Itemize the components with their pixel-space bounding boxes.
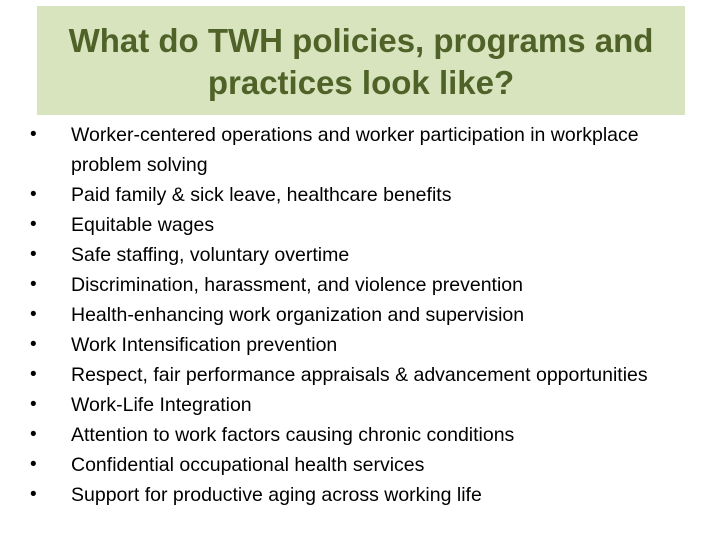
bullet-text: Attention to work factors causing chronic conditions <box>71 424 515 446</box>
bullet-text: Work-Life Integration <box>71 394 252 416</box>
bullet-item <box>30 240 705 270</box>
bullet-dot-icon: • <box>30 484 37 505</box>
bullet-text: Safe staffing, voluntary overtime <box>71 244 350 266</box>
bullet-text: Support for productive aging across working life <box>71 484 482 506</box>
bullet-dot-icon: • <box>30 394 37 415</box>
bullet-dot-icon: • <box>30 454 37 475</box>
bullet-text: Discrimination, harassment, and violence prevention <box>71 274 523 296</box>
bullet-text: Respect, fair performance appraisals & advancement opportunities <box>71 364 648 386</box>
bullet-dot-icon: • <box>30 184 37 205</box>
bullet-item <box>30 120 705 180</box>
bullet-dot-icon: • <box>30 124 37 145</box>
bullet-dot-icon: • <box>30 274 37 295</box>
bullet-dot-icon: • <box>30 424 37 445</box>
bullet-dot-icon: • <box>30 364 37 385</box>
bullet-dot-icon: • <box>30 334 37 355</box>
bullet-item <box>30 180 705 210</box>
bullet-text: Work Intensification prevention <box>71 334 338 356</box>
bullet-dot-icon: • <box>30 244 37 265</box>
bullet-text: Worker-centered operations and worker participation in workplace problem solving <box>71 124 639 176</box>
bullet-item <box>30 480 705 510</box>
bullet-text: Paid family & sick leave, healthcare benefits <box>71 184 452 206</box>
bullet-item <box>30 360 705 390</box>
bullet-item <box>30 300 705 330</box>
title-banner <box>37 6 685 115</box>
bullet-text: Confidential occupational health services <box>71 454 425 476</box>
bullet-item <box>30 450 705 480</box>
bullet-dot-icon: • <box>30 304 37 325</box>
slide-title: What do TWH policies, programs and practices look like? <box>68 21 654 101</box>
bullet-item <box>30 420 705 450</box>
bullet-item <box>30 330 705 360</box>
bullet-item <box>30 210 705 240</box>
bullet-list <box>30 120 705 510</box>
bullet-item <box>30 390 705 420</box>
bullet-text: Health-enhancing work organization and supervision <box>71 304 525 326</box>
bullet-text: Equitable wages <box>71 214 215 236</box>
bullet-dot-icon: • <box>30 214 37 235</box>
bullet-item <box>30 270 705 300</box>
